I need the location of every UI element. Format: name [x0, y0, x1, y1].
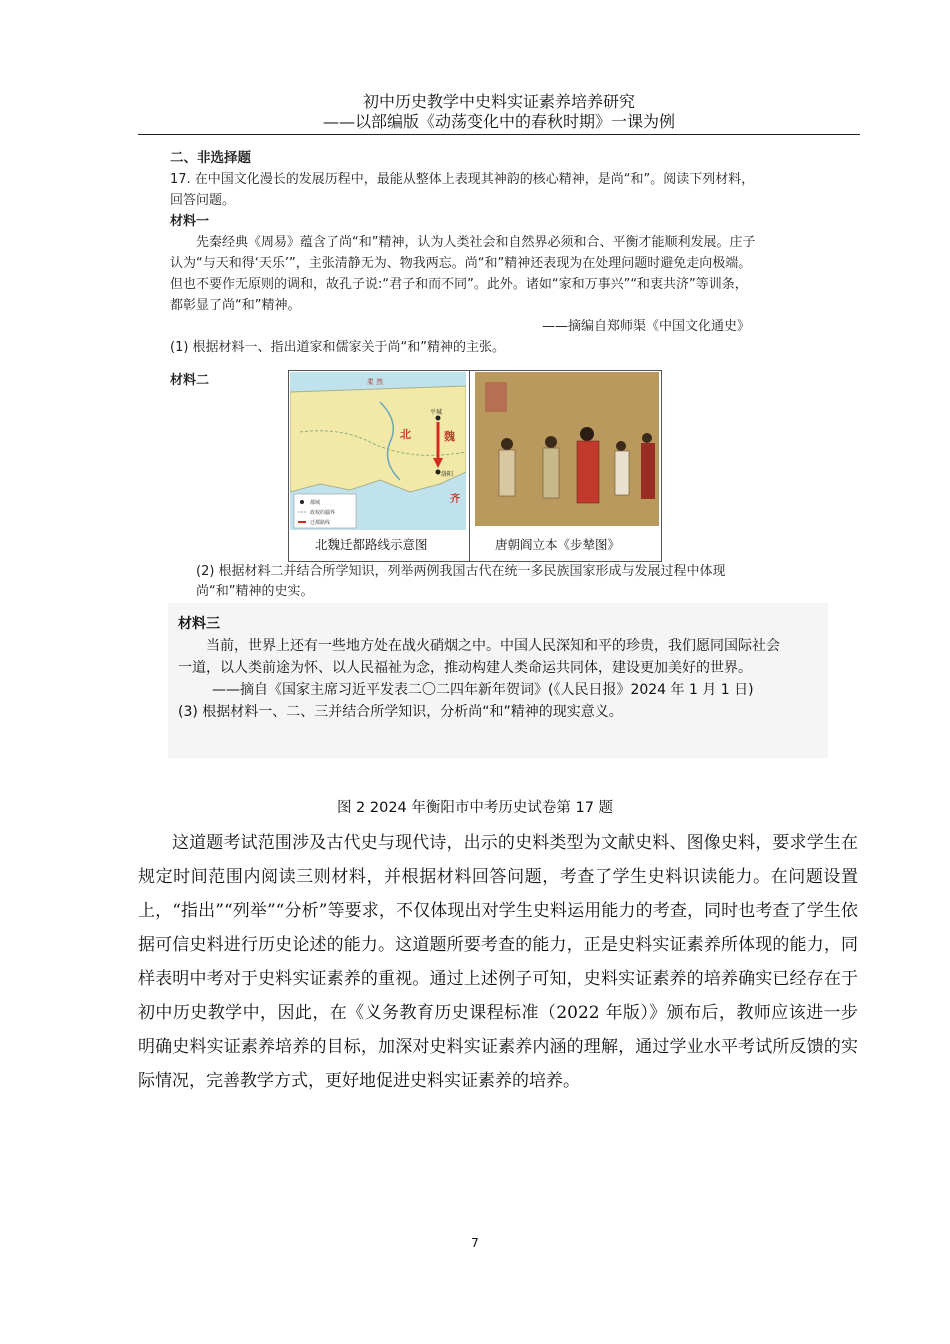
header-title: 初中历史教学中史料实证素养培养研究	[362, 92, 635, 111]
header-rule	[138, 134, 860, 135]
material3-text: 当前，世界上还有一些地方处在战火硝烟之中。中国人民深知和平的珍贵，我们愿同国际社会一道，以人类前途为怀、以人民福祉为念，推动构建人类命运共同体，建设更加美好的世界。	[178, 638, 780, 676]
map-label-wei: 魏	[444, 430, 455, 443]
material1-label: 材料一	[170, 214, 210, 229]
material3-label: 材料三	[178, 616, 220, 632]
luoyang-marker	[436, 470, 441, 475]
material3-source: ——摘自《国家主席习近平发表二〇二四年新年贺词》(《人民日报》2024 年 1 月 1 日)	[212, 682, 754, 698]
page-number: 7	[471, 1236, 479, 1250]
body-text	[138, 826, 858, 1098]
question-2: (2) 根据材料二并结合所学知识，列举两例我国古代在统一多民族国家形成与发展过程中体现尚“和”精神的史实。	[196, 564, 726, 599]
figure-divider	[469, 371, 470, 561]
legend-capital-icon	[300, 500, 304, 504]
exam-excerpt	[170, 148, 830, 391]
header-subtitle: ——以部编版《动荡变化中的春秋时期》一课为例	[322, 112, 675, 131]
map-land	[290, 386, 466, 492]
figure-caption: 图 2 2024 年衡阳市中考历史试卷第 17 题	[336, 800, 614, 816]
material1-source: ——摘编自郑师渠《中国文化通史》	[541, 319, 750, 334]
map-label-top: 柔 然	[366, 378, 384, 386]
painting-seal	[485, 382, 507, 412]
material1-text: 先秦经典《周易》蕴含了尚“和”精神，认为人类社会和自然界必须和合、平衡才能顺利发展。庄子认为“与天和得‘天乐’”，主张清静无为、物我两忘。尚“和”精神还表现为在处理问题时避免走向极端。但也不要作无原则的调和，故孔子说:“君子和而不同”。此外。诸如“家和万事兴”“和衷共济”等训条，都彰显了尚“和”精神。	[170, 235, 756, 313]
body-paragraph: 这道题考试范围涉及古代史与现代诗，出示的史料类型为文献史料、图像史料，要求学生在规定时间范围内阅读三则材料，并根据材料回答问题，考查了学生史料识读能力。在问题设置上，“指出”“列举”“分析”等要求，不仅体现出对学生史料运用能力的考查，同时也考查了学生依据可信史料进行历史论述的能力。这道题所要考查的能力，正是史料实证素养所体现的能力，同样表明中考对于史料实证素养的重视。通过上述例子可知，史料实证素养的培养确实已经存在于初中历史教学中，因此，在《义务教育历史课程标准（2022 年版）》颁布后，教师应该进一步明确史料实证素养培养的目标，加深对史料实证素养内涵的理解，通过学业水平考试所反馈的实际情况，完善教学方式，更好地促进史料实证素养的培养。	[138, 833, 858, 1091]
question-intro: 17. 在中国文化漫长的发展历程中，最能从整体上表现其神韵的核心精神，是尚“和”。阅读下列材料，回答问题。	[170, 172, 755, 208]
material3-block	[168, 603, 828, 758]
legend-route: 迁都路线	[310, 520, 331, 526]
wei-migration-map	[290, 372, 466, 530]
map-caption: 北魏迁都路线示意图	[315, 537, 428, 552]
painting-caption: 唐朝阎立本《步辇图》	[495, 537, 621, 552]
material2-figure	[288, 370, 662, 562]
map-label-pingcheng: 平城	[430, 409, 443, 416]
section-title: 二、非选择题	[170, 150, 251, 166]
question-1: (1) 根据材料一、指出道家和儒家关于尚“和”精神的主张。	[170, 340, 506, 355]
material2-label: 材料二	[170, 373, 210, 388]
page-header	[138, 92, 860, 132]
map-label-luoyang: 洛阳	[441, 471, 454, 478]
legend-border: 政权的疆界	[310, 510, 336, 516]
pingcheng-marker	[436, 416, 441, 421]
map-label-qi: 齐	[450, 494, 460, 505]
question-3: (3) 根据材料一、二、三并结合所学知识，分析尚“和”精神的现实意义。	[178, 704, 623, 720]
bunian-painting	[475, 372, 659, 526]
legend-capital: 都城	[310, 500, 321, 506]
map-label-north: 北	[400, 428, 411, 441]
